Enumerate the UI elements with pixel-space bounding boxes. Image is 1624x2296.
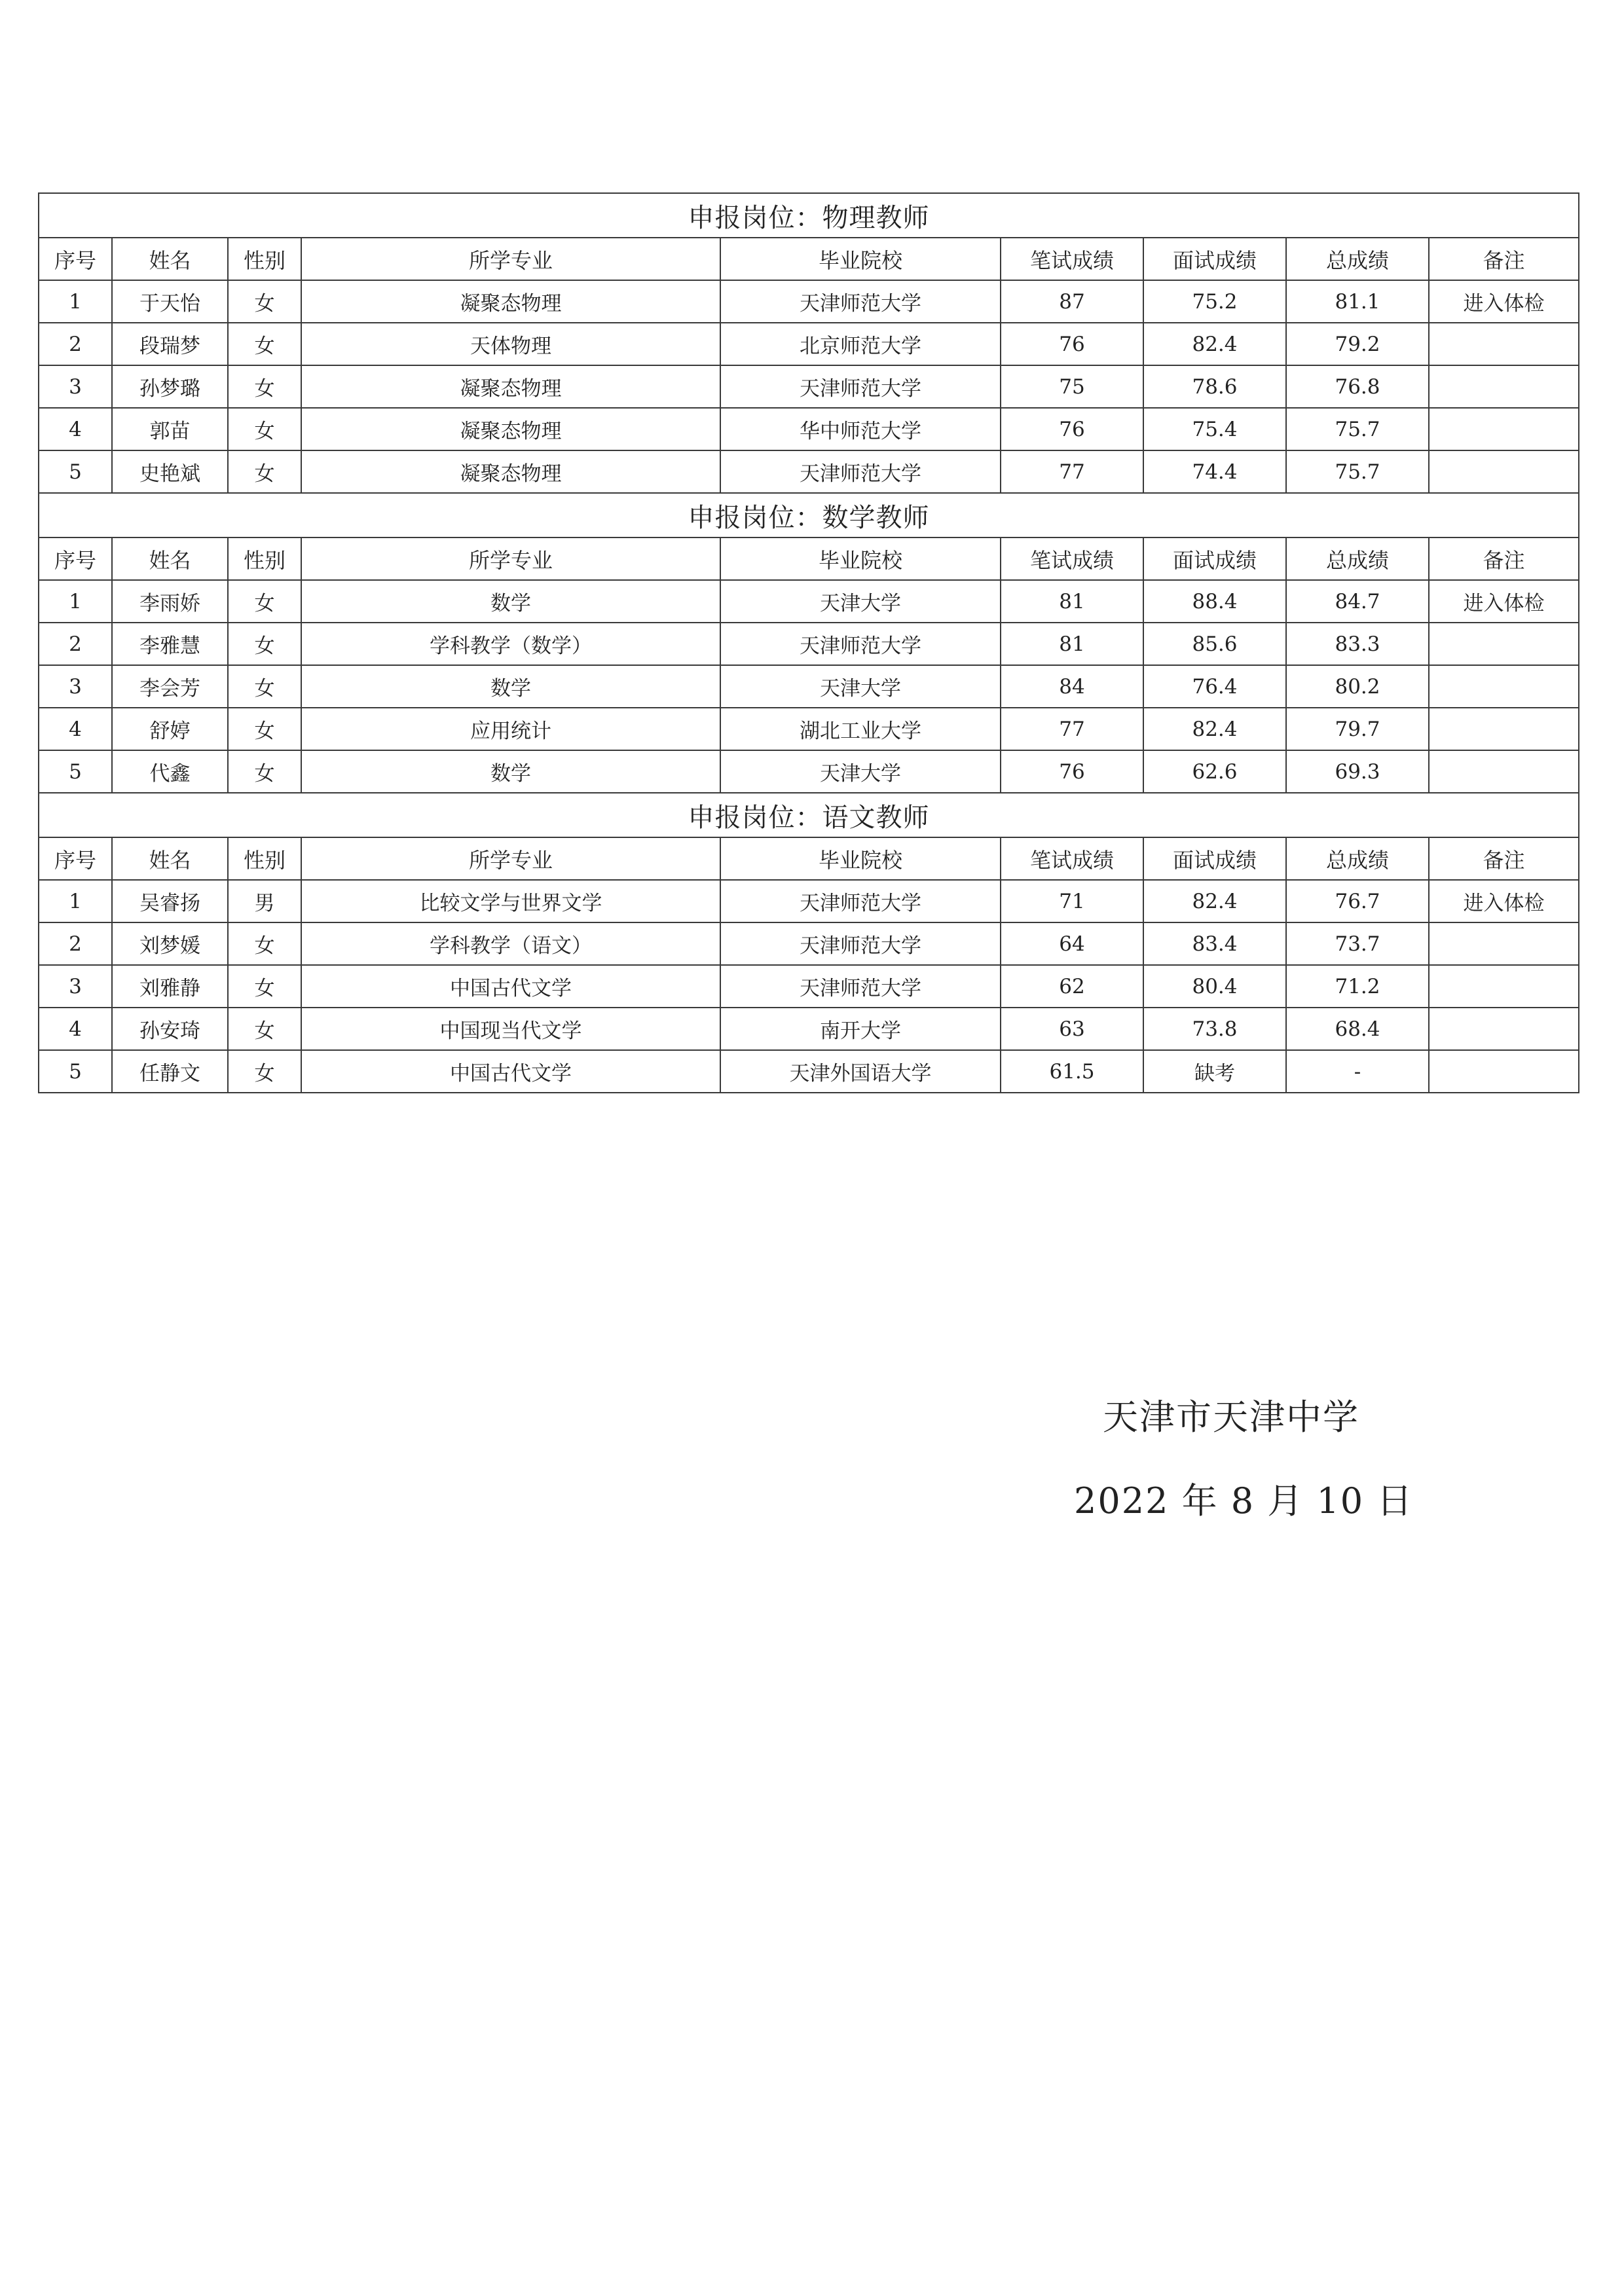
column-header: 面试成绩 bbox=[1143, 837, 1286, 880]
table-cell: 2 bbox=[39, 623, 112, 665]
table-cell: 女 bbox=[228, 450, 301, 493]
table-cell bbox=[1429, 750, 1579, 793]
column-header: 性别 bbox=[228, 538, 301, 580]
table-cell: 81.1 bbox=[1286, 280, 1429, 323]
table-cell: 76 bbox=[1001, 750, 1143, 793]
table-cell: 比较文学与世界文学 bbox=[301, 880, 720, 922]
table-cell: 61.5 bbox=[1001, 1050, 1143, 1093]
table-cell: 郭苗 bbox=[112, 408, 228, 450]
table-cell bbox=[1429, 1050, 1579, 1093]
table-cell: 5 bbox=[39, 1050, 112, 1093]
table-cell: 76 bbox=[1001, 408, 1143, 450]
table-cell: 李雅慧 bbox=[112, 623, 228, 665]
table-row bbox=[39, 1050, 1579, 1093]
table-cell: 83.3 bbox=[1286, 623, 1429, 665]
section-title: 申报岗位：语文教师 bbox=[39, 793, 1579, 837]
table-cell: 64 bbox=[1001, 922, 1143, 965]
table-cell: 75.4 bbox=[1143, 408, 1286, 450]
table-cell bbox=[1429, 965, 1579, 1008]
table-cell: 71.2 bbox=[1286, 965, 1429, 1008]
section-title: 申报岗位：物理教师 bbox=[39, 193, 1579, 238]
table-cell: 女 bbox=[228, 623, 301, 665]
table-cell: 78.6 bbox=[1143, 365, 1286, 408]
column-header: 面试成绩 bbox=[1143, 538, 1286, 580]
table-row bbox=[39, 708, 1579, 750]
results-table bbox=[38, 192, 1579, 1093]
table-cell: 女 bbox=[228, 408, 301, 450]
column-header: 总成绩 bbox=[1286, 837, 1429, 880]
table-cell: 天津大学 bbox=[720, 750, 1001, 793]
column-header: 姓名 bbox=[112, 238, 228, 280]
table-cell: 华中师范大学 bbox=[720, 408, 1001, 450]
table-cell bbox=[1429, 708, 1579, 750]
table-cell: 代鑫 bbox=[112, 750, 228, 793]
table-cell: 凝聚态物理 bbox=[301, 408, 720, 450]
table-cell: 女 bbox=[228, 365, 301, 408]
column-header: 备注 bbox=[1429, 837, 1579, 880]
table-row bbox=[39, 408, 1579, 450]
table-cell: 75.7 bbox=[1286, 408, 1429, 450]
table-row bbox=[39, 623, 1579, 665]
table-cell: 75.2 bbox=[1143, 280, 1286, 323]
table-row bbox=[39, 280, 1579, 323]
table-cell: 76.8 bbox=[1286, 365, 1429, 408]
table-cell: 79.2 bbox=[1286, 323, 1429, 365]
table-cell: 83.4 bbox=[1143, 922, 1286, 965]
table-cell: 进入体检 bbox=[1429, 580, 1579, 623]
column-header: 毕业院校 bbox=[720, 538, 1001, 580]
table-cell bbox=[1429, 623, 1579, 665]
table-cell: 71 bbox=[1001, 880, 1143, 922]
table-cell: 刘雅静 bbox=[112, 965, 228, 1008]
table-cell: 69.3 bbox=[1286, 750, 1429, 793]
table-cell: 缺考 bbox=[1143, 1050, 1286, 1093]
header-row bbox=[39, 837, 1579, 880]
table-cell: 1 bbox=[39, 880, 112, 922]
table-cell: 76.7 bbox=[1286, 880, 1429, 922]
table-cell: 女 bbox=[228, 280, 301, 323]
table-cell: 吴睿扬 bbox=[112, 880, 228, 922]
table-cell: 刘梦媛 bbox=[112, 922, 228, 965]
table-cell: 段瑞梦 bbox=[112, 323, 228, 365]
table-cell: 80.4 bbox=[1143, 965, 1286, 1008]
table-cell: 中国现当代文学 bbox=[301, 1008, 720, 1050]
table-cell: 孙梦璐 bbox=[112, 365, 228, 408]
table-cell: 76.4 bbox=[1143, 665, 1286, 708]
table-cell: 5 bbox=[39, 750, 112, 793]
table-cell: 62 bbox=[1001, 965, 1143, 1008]
table-cell: 中国古代文学 bbox=[301, 965, 720, 1008]
column-header: 所学专业 bbox=[301, 538, 720, 580]
column-header: 序号 bbox=[39, 837, 112, 880]
table-cell: 80.2 bbox=[1286, 665, 1429, 708]
table-cell: 4 bbox=[39, 1008, 112, 1050]
column-header: 毕业院校 bbox=[720, 837, 1001, 880]
table-row bbox=[39, 1008, 1579, 1050]
table-cell: 北京师范大学 bbox=[720, 323, 1001, 365]
table-cell: 凝聚态物理 bbox=[301, 365, 720, 408]
table-cell: 85.6 bbox=[1143, 623, 1286, 665]
organization-name: 天津市天津中学 bbox=[1103, 1396, 1359, 1438]
table-cell: 中国古代文学 bbox=[301, 1050, 720, 1093]
table-cell: 女 bbox=[228, 965, 301, 1008]
table-cell: 女 bbox=[228, 922, 301, 965]
table-cell: 应用统计 bbox=[301, 708, 720, 750]
table-cell: 84 bbox=[1001, 665, 1143, 708]
table-cell: 62.6 bbox=[1143, 750, 1286, 793]
table-row bbox=[39, 922, 1579, 965]
section-title-row bbox=[39, 493, 1579, 538]
table-body bbox=[39, 193, 1579, 1093]
table-cell: 学科教学（数学） bbox=[301, 623, 720, 665]
table-row bbox=[39, 580, 1579, 623]
table-cell: 天津大学 bbox=[720, 665, 1001, 708]
table-cell: 81 bbox=[1001, 623, 1143, 665]
table-cell: 李雨娇 bbox=[112, 580, 228, 623]
table-cell: - bbox=[1286, 1050, 1429, 1093]
table-cell: 82.4 bbox=[1143, 708, 1286, 750]
issue-date: 2022 年 8 月 10 日 bbox=[1074, 1480, 1414, 1522]
table-cell: 1 bbox=[39, 280, 112, 323]
column-header: 备注 bbox=[1429, 238, 1579, 280]
table-cell: 任静文 bbox=[112, 1050, 228, 1093]
table-cell: 数学 bbox=[301, 580, 720, 623]
table-cell: 82.4 bbox=[1143, 323, 1286, 365]
table-cell: 孙安琦 bbox=[112, 1008, 228, 1050]
column-header: 所学专业 bbox=[301, 238, 720, 280]
table-cell: 5 bbox=[39, 450, 112, 493]
column-header: 总成绩 bbox=[1286, 238, 1429, 280]
table-cell: 数学 bbox=[301, 750, 720, 793]
table-cell: 81 bbox=[1001, 580, 1143, 623]
table-cell: 天津师范大学 bbox=[720, 922, 1001, 965]
table-cell bbox=[1429, 408, 1579, 450]
table-cell: 凝聚态物理 bbox=[301, 280, 720, 323]
column-header: 性别 bbox=[228, 238, 301, 280]
column-header: 所学专业 bbox=[301, 837, 720, 880]
column-header: 笔试成绩 bbox=[1001, 538, 1143, 580]
table-cell: 天津师范大学 bbox=[720, 280, 1001, 323]
table-row bbox=[39, 965, 1579, 1008]
table-cell: 舒婷 bbox=[112, 708, 228, 750]
header-row bbox=[39, 238, 1579, 280]
table-cell: 75 bbox=[1001, 365, 1143, 408]
table-cell: 82.4 bbox=[1143, 880, 1286, 922]
column-header: 姓名 bbox=[112, 538, 228, 580]
table-cell: 88.4 bbox=[1143, 580, 1286, 623]
table-cell: 数学 bbox=[301, 665, 720, 708]
table-cell: 天津师范大学 bbox=[720, 880, 1001, 922]
table-cell bbox=[1429, 665, 1579, 708]
table-cell: 2 bbox=[39, 922, 112, 965]
table-cell: 于天怡 bbox=[112, 280, 228, 323]
table-cell: 68.4 bbox=[1286, 1008, 1429, 1050]
table-cell: 天体物理 bbox=[301, 323, 720, 365]
table-cell: 天津师范大学 bbox=[720, 623, 1001, 665]
section-title: 申报岗位：数学教师 bbox=[39, 493, 1579, 538]
table-row bbox=[39, 365, 1579, 408]
table-cell: 4 bbox=[39, 408, 112, 450]
column-header: 笔试成绩 bbox=[1001, 837, 1143, 880]
table-cell: 74.4 bbox=[1143, 450, 1286, 493]
column-header: 面试成绩 bbox=[1143, 238, 1286, 280]
table-cell: 3 bbox=[39, 665, 112, 708]
table-cell: 4 bbox=[39, 708, 112, 750]
table-cell: 女 bbox=[228, 323, 301, 365]
table-cell: 史艳斌 bbox=[112, 450, 228, 493]
table-cell: 77 bbox=[1001, 450, 1143, 493]
table-cell: 学科教学（语文） bbox=[301, 922, 720, 965]
table-cell: 男 bbox=[228, 880, 301, 922]
table-cell: 天津师范大学 bbox=[720, 965, 1001, 1008]
table-cell: 女 bbox=[228, 1050, 301, 1093]
table-cell: 3 bbox=[39, 365, 112, 408]
table-cell: 女 bbox=[228, 1008, 301, 1050]
table-cell: 天津师范大学 bbox=[720, 450, 1001, 493]
column-header: 性别 bbox=[228, 837, 301, 880]
table-cell: 84.7 bbox=[1286, 580, 1429, 623]
table-cell: 女 bbox=[228, 708, 301, 750]
table-cell: 凝聚态物理 bbox=[301, 450, 720, 493]
table-cell: 75.7 bbox=[1286, 450, 1429, 493]
table-row bbox=[39, 323, 1579, 365]
table-cell bbox=[1429, 922, 1579, 965]
table-cell bbox=[1429, 1008, 1579, 1050]
table-cell bbox=[1429, 365, 1579, 408]
table-cell: 77 bbox=[1001, 708, 1143, 750]
table-cell: 63 bbox=[1001, 1008, 1143, 1050]
table-row bbox=[39, 750, 1579, 793]
table-row bbox=[39, 450, 1579, 493]
table-cell: 3 bbox=[39, 965, 112, 1008]
section-title-row bbox=[39, 793, 1579, 837]
table-cell: 79.7 bbox=[1286, 708, 1429, 750]
table-cell bbox=[1429, 450, 1579, 493]
table-cell: 女 bbox=[228, 750, 301, 793]
table-cell: 87 bbox=[1001, 280, 1143, 323]
table-cell: 天津外国语大学 bbox=[720, 1050, 1001, 1093]
column-header: 姓名 bbox=[112, 837, 228, 880]
column-header: 序号 bbox=[39, 538, 112, 580]
table-cell: 李会芳 bbox=[112, 665, 228, 708]
table-cell: 76 bbox=[1001, 323, 1143, 365]
header-row bbox=[39, 538, 1579, 580]
table-cell: 2 bbox=[39, 323, 112, 365]
column-header: 备注 bbox=[1429, 538, 1579, 580]
table-cell: 1 bbox=[39, 580, 112, 623]
table-cell: 进入体检 bbox=[1429, 280, 1579, 323]
column-header: 总成绩 bbox=[1286, 538, 1429, 580]
section-title-row bbox=[39, 193, 1579, 238]
column-header: 毕业院校 bbox=[720, 238, 1001, 280]
table-cell: 女 bbox=[228, 665, 301, 708]
table-cell: 南开大学 bbox=[720, 1008, 1001, 1050]
table-row bbox=[39, 880, 1579, 922]
column-header: 笔试成绩 bbox=[1001, 238, 1143, 280]
table-cell: 天津师范大学 bbox=[720, 365, 1001, 408]
table-cell: 女 bbox=[228, 580, 301, 623]
table-cell: 进入体检 bbox=[1429, 880, 1579, 922]
table-cell: 天津大学 bbox=[720, 580, 1001, 623]
column-header: 序号 bbox=[39, 238, 112, 280]
table-cell bbox=[1429, 323, 1579, 365]
table-cell: 73.8 bbox=[1143, 1008, 1286, 1050]
table-row bbox=[39, 665, 1579, 708]
table-cell: 湖北工业大学 bbox=[720, 708, 1001, 750]
table-cell: 73.7 bbox=[1286, 922, 1429, 965]
